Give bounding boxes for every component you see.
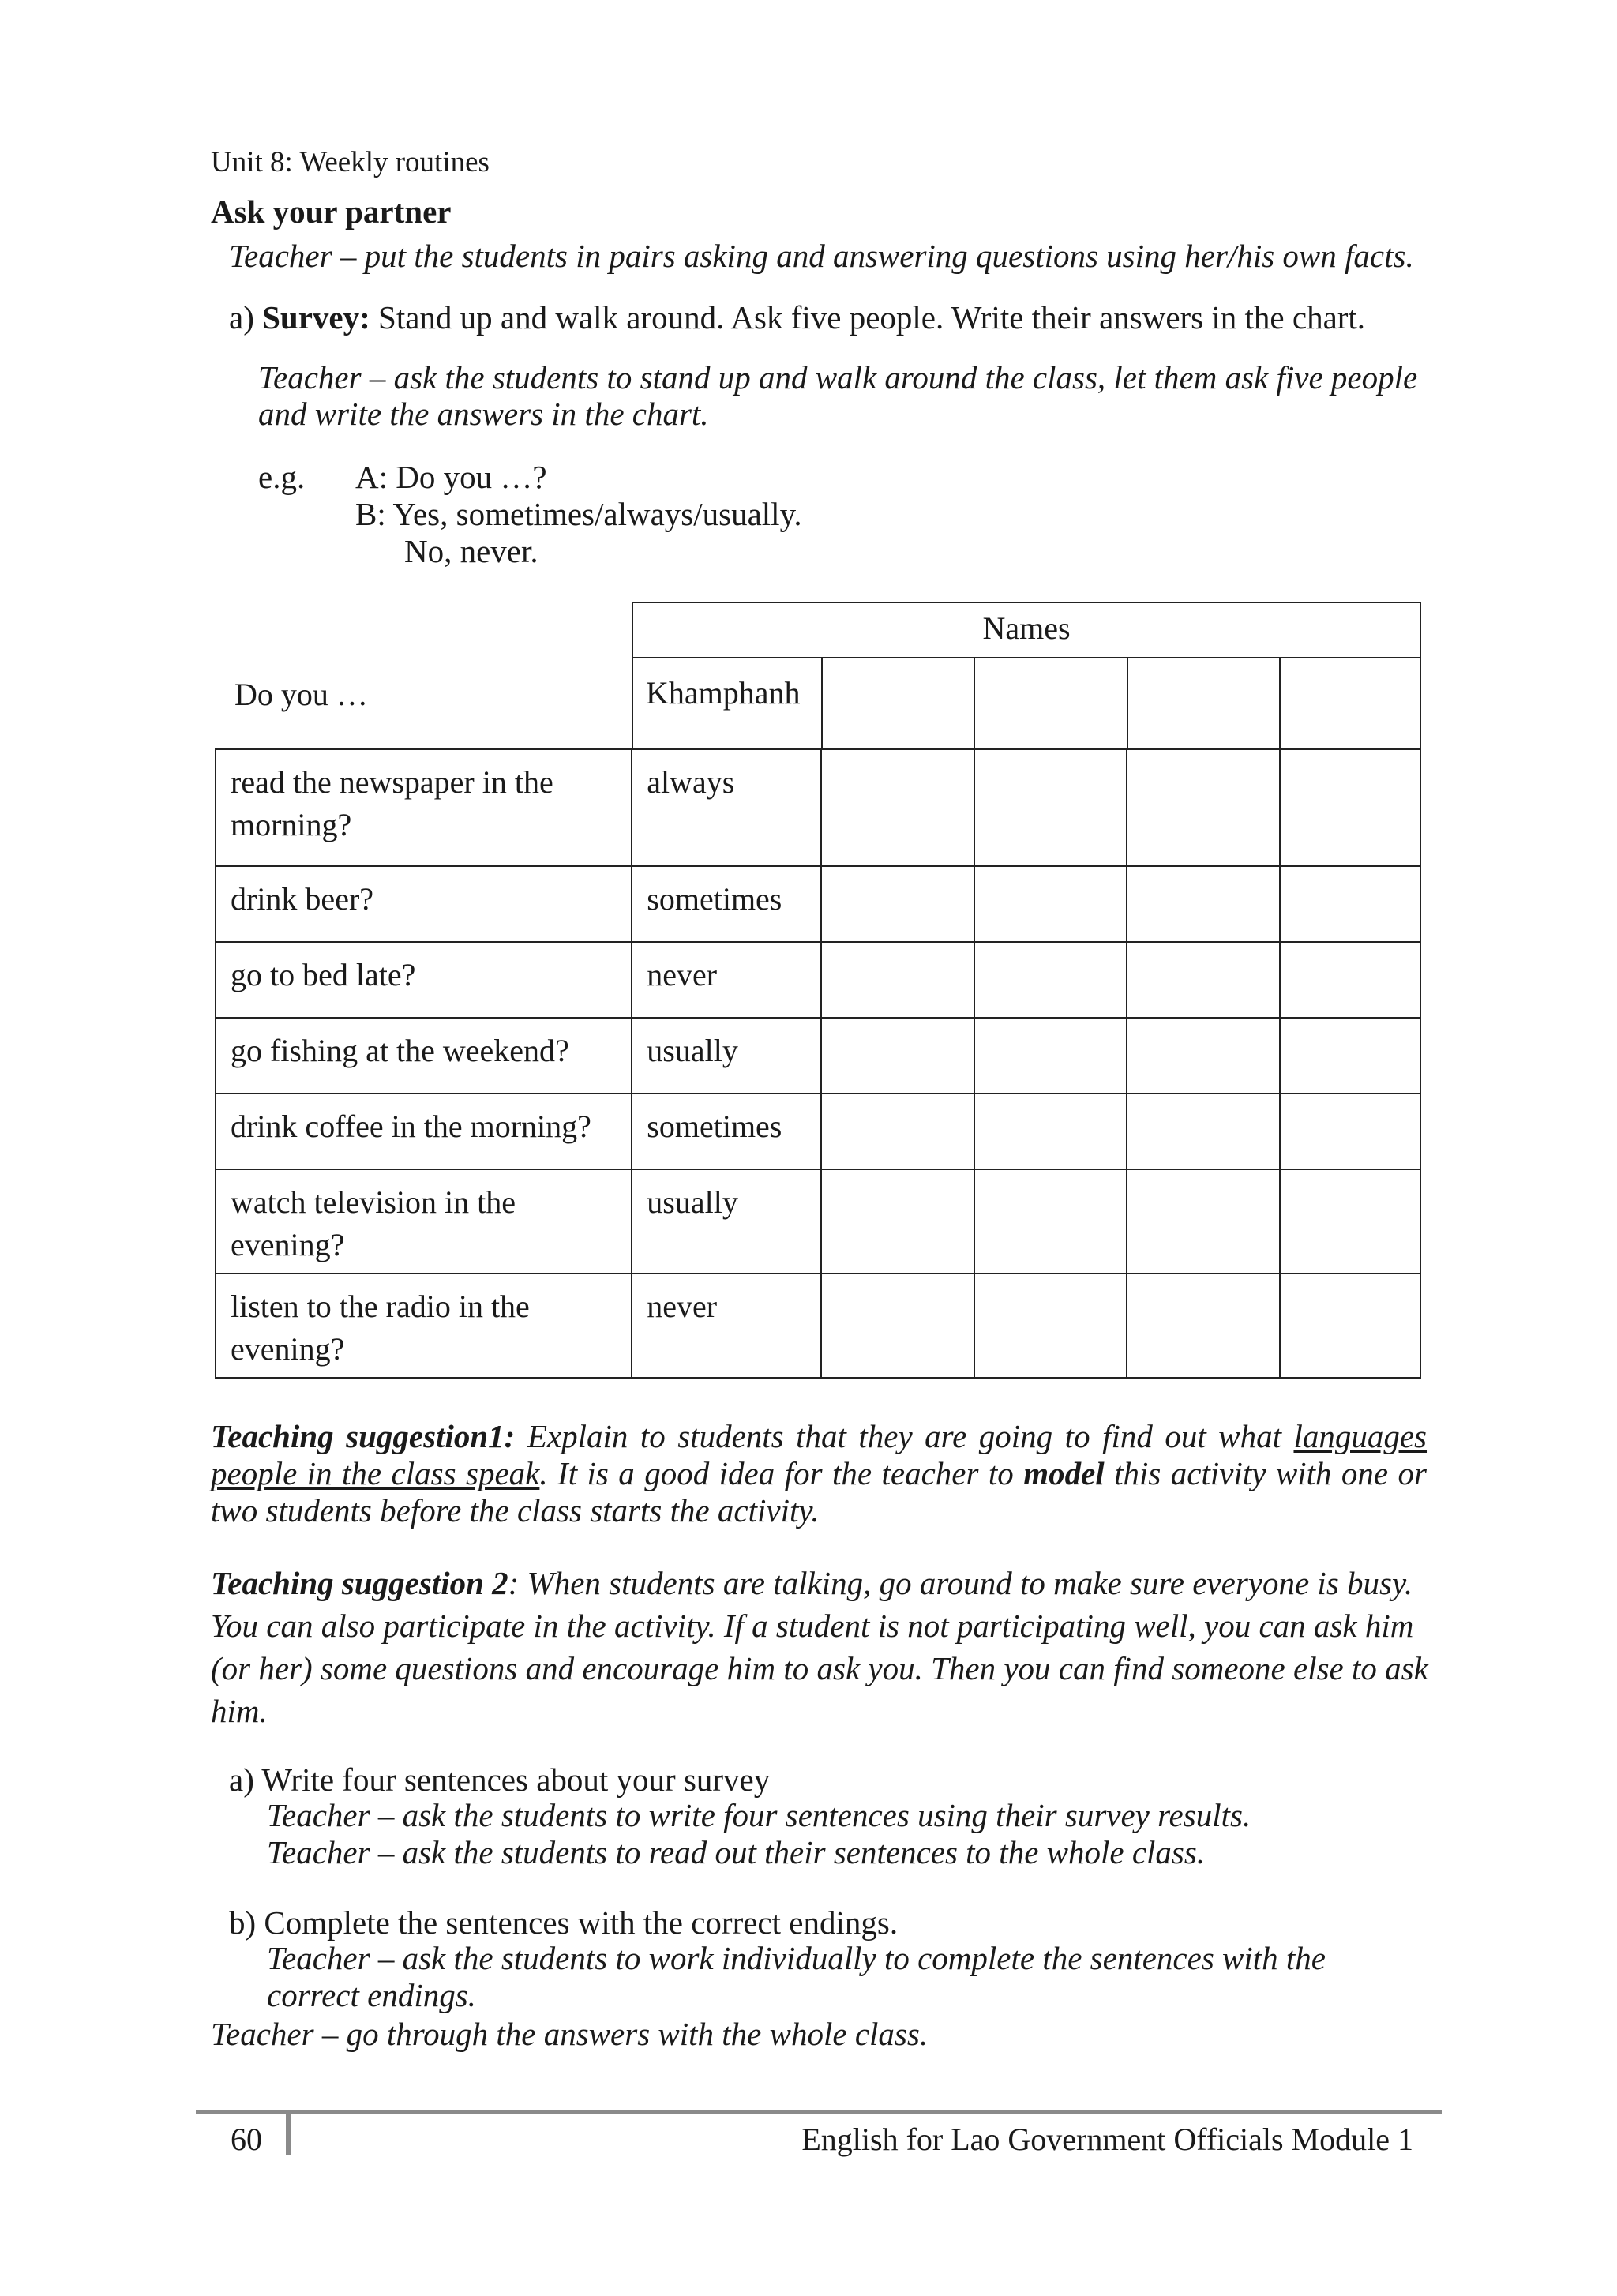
blank-cell[interactable]: [1281, 943, 1420, 1017]
blank-cell[interactable]: [975, 1094, 1128, 1169]
answer-cell: usually: [632, 1170, 822, 1273]
blank-cell[interactable]: [1127, 750, 1281, 865]
blank-cell[interactable]: [975, 943, 1128, 1017]
blank-cell[interactable]: [822, 1274, 975, 1377]
list-item-b: b) Complete the sentences with the correct endings.: [229, 1904, 899, 1941]
blank-cell[interactable]: [975, 867, 1128, 941]
section-heading: Ask your partner: [211, 193, 452, 230]
survey-text: Stand up and walk around. Ask five people. Write their answers in the chart.: [370, 299, 1366, 336]
blank-cell[interactable]: [822, 1019, 975, 1093]
question-cell: go to bed late?: [216, 943, 632, 1017]
survey-label: Survey:: [262, 299, 370, 336]
suggestion1-text: . It is a good idea for the teacher to: [539, 1455, 1024, 1491]
question-cell: drink coffee in the morning?: [216, 1094, 632, 1169]
name-cell-empty[interactable]: [1281, 658, 1420, 748]
blank-cell[interactable]: [822, 867, 975, 941]
name-cell-empty[interactable]: [1128, 658, 1281, 748]
blank-cell[interactable]: [1281, 867, 1420, 941]
answer-cell: usually: [632, 1019, 822, 1093]
answer-cell: always: [632, 750, 822, 865]
names-header: Names: [632, 602, 1421, 658]
suggestion2-text: : When students are talking, go around to make sure everyone is busy. You can also participate in the activity. If a student is not participating well, you can ask him (or her) some questions and encourage him to ask you. Then you can find someone else to ask him.: [211, 1565, 1428, 1729]
example-label: e.g.: [258, 459, 306, 495]
blank-cell[interactable]: [975, 750, 1128, 865]
activity-a-marker: a): [229, 299, 254, 336]
name-cell-empty[interactable]: [823, 658, 976, 748]
question-cell: drink beer?: [216, 867, 632, 941]
blank-cell[interactable]: [822, 1170, 975, 1273]
answer-cell: never: [632, 1274, 822, 1377]
name-cell-empty[interactable]: [975, 658, 1128, 748]
teaching-suggestion-2: [211, 1562, 1443, 1732]
table-row: [216, 1094, 1420, 1170]
blank-cell[interactable]: [822, 750, 975, 865]
blank-cell[interactable]: [975, 1274, 1128, 1377]
blank-cell[interactable]: [975, 1170, 1128, 1273]
question-cell: watch television in the evening?: [216, 1170, 632, 1273]
blank-cell[interactable]: [1127, 1019, 1281, 1093]
unit-title: Unit 8: Weekly routines: [211, 146, 490, 178]
names-row: [632, 658, 1421, 748]
teacher-note-pairs: Teacher – put the students in pairs asking and answering questions using her/his own facts.: [229, 238, 1414, 274]
example-line-a: A: Do you …?: [355, 459, 547, 495]
blank-cell[interactable]: [1127, 1274, 1281, 1377]
list-item-a: a) Write four sentences about your survey: [229, 1761, 771, 1798]
blank-cell[interactable]: [822, 1094, 975, 1169]
page-number: 60: [231, 2122, 262, 2157]
activity-a-instruction: [229, 298, 1365, 336]
blank-cell[interactable]: [1127, 867, 1281, 941]
table-row: [216, 1274, 1420, 1379]
suggestion1-text: Explain to students that they are going to find out what: [515, 1418, 1294, 1454]
suggestion1-bold: model: [1023, 1455, 1105, 1491]
table-row: [216, 1170, 1420, 1274]
blank-cell[interactable]: [1127, 943, 1281, 1017]
blank-cell[interactable]: [1127, 1170, 1281, 1273]
list-item-a-note-2: Teacher – ask the students to read out their sentences to the whole class.: [267, 1834, 1206, 1870]
teaching-suggestion-1: [211, 1418, 1427, 1529]
list-item-a-note-1: Teacher – ask the students to write four sentences using their survey results.: [267, 1797, 1251, 1833]
suggestion1-underlined: languages people in the class speak: [211, 1418, 1428, 1491]
blank-cell[interactable]: [1281, 1094, 1420, 1169]
table-row: [216, 1019, 1420, 1094]
blank-cell[interactable]: [1281, 1170, 1420, 1273]
blank-cell[interactable]: [1281, 750, 1420, 865]
footer-divider: [286, 2110, 291, 2155]
example-line-b2: No, never.: [404, 533, 538, 569]
question-cell: listen to the radio in the evening?: [216, 1274, 632, 1377]
footer-title: English for Lao Government Officials Module 1: [801, 2122, 1413, 2157]
table-row: [216, 867, 1420, 943]
blank-cell[interactable]: [822, 943, 975, 1017]
answer-cell: never: [632, 943, 822, 1017]
blank-cell[interactable]: [1281, 1274, 1420, 1377]
answer-cell: sometimes: [632, 1094, 822, 1169]
suggestion2-label: Teaching suggestion 2: [211, 1565, 508, 1601]
suggestion1-label: Teaching suggestion1:: [211, 1418, 516, 1454]
teacher-note-survey: Teacher – ask the students to stand up and walk around the class, let them ask five people and write the answers in the chart.: [258, 359, 1418, 432]
table-row: [216, 943, 1420, 1019]
answer-cell: sometimes: [632, 867, 822, 941]
do-you-header: Do you …: [234, 677, 368, 712]
table-row: [216, 750, 1420, 867]
list-item-b-note-2: Teacher – go through the answers with the whole class.: [211, 2016, 929, 2052]
blank-cell[interactable]: [1281, 1019, 1420, 1093]
example-line-b: B: Yes, sometimes/always/usually.: [355, 496, 802, 532]
footer-rule: [196, 2110, 1442, 2114]
question-cell: read the newspaper in the morning?: [216, 750, 632, 865]
list-item-b-note-1: Teacher – ask the students to work individually to complete the sentences with the correct endings.: [267, 1940, 1326, 2013]
name-cell-khamphanh: Khamphanh: [633, 658, 823, 748]
survey-table: [215, 748, 1421, 1379]
question-cell: go fishing at the weekend?: [216, 1019, 632, 1093]
blank-cell[interactable]: [975, 1019, 1128, 1093]
suggestion1-text: this activity with one or two students before the class starts the activity.: [211, 1455, 1428, 1529]
blank-cell[interactable]: [1127, 1094, 1281, 1169]
